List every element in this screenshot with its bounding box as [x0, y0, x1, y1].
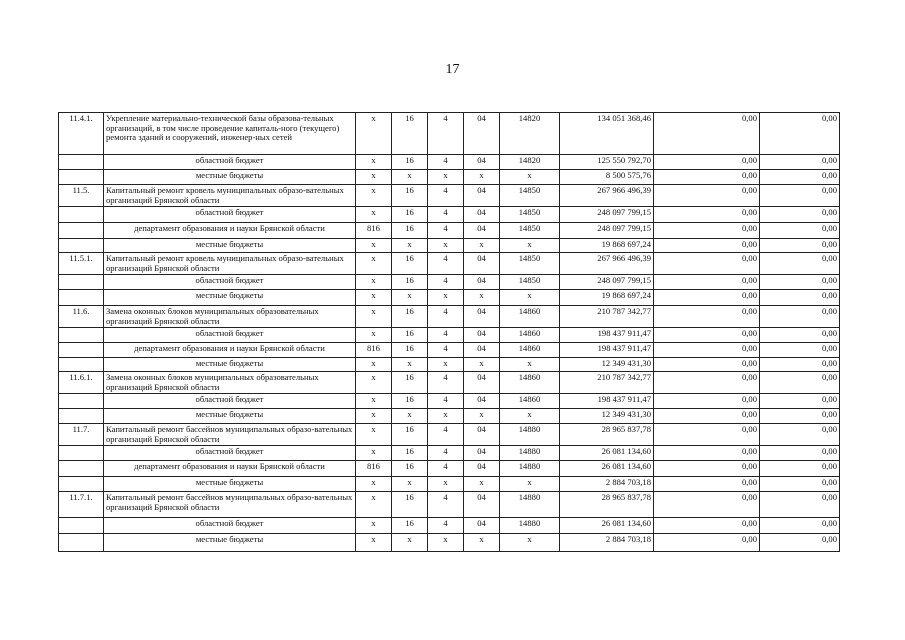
row-number: 11.7.1. — [59, 492, 104, 518]
row-number — [59, 170, 104, 185]
code-program: 16 — [392, 223, 428, 239]
amount-total: 12 349 431,30 — [560, 358, 654, 372]
code-event: 04 — [464, 223, 500, 239]
row-name: Замена оконных блоков муниципальных образовательных организаций Брянской области — [104, 306, 356, 328]
code-direction: 14820 — [500, 155, 560, 170]
code-program: 16 — [392, 207, 428, 223]
amount-year-2: 0,00 — [654, 477, 760, 492]
table-row — [59, 477, 840, 492]
code-program: х — [392, 477, 428, 492]
code-subprogram: х — [428, 409, 464, 424]
code-direction: 14850 — [500, 275, 560, 290]
amount-year-3: 0,00 — [760, 461, 840, 477]
row-number — [59, 409, 104, 424]
amount-year-3: 0,00 — [760, 343, 840, 358]
amount-year-3: 0,00 — [760, 170, 840, 185]
code-event: 04 — [464, 328, 500, 343]
amount-year-3: 0,00 — [760, 113, 840, 155]
code-event: 04 — [464, 343, 500, 358]
row-number — [59, 446, 104, 461]
row-name: областной бюджет — [104, 275, 356, 290]
amount-year-3: 0,00 — [760, 394, 840, 409]
row-name: департамент образования и науки Брянской области — [104, 223, 356, 239]
code-event: 04 — [464, 424, 500, 446]
code-event: 04 — [464, 372, 500, 394]
code-direction: х — [500, 290, 560, 306]
code-event: 04 — [464, 446, 500, 461]
table-row — [59, 170, 840, 185]
code-subprogram: х — [428, 239, 464, 253]
row-number: 11.6. — [59, 306, 104, 328]
amount-year-2: 0,00 — [654, 461, 760, 477]
code-program: 16 — [392, 461, 428, 477]
amount-year-3: 0,00 — [760, 155, 840, 170]
code-subprogram: 4 — [428, 461, 464, 477]
amount-year-2: 0,00 — [654, 306, 760, 328]
table-row — [59, 155, 840, 170]
row-number — [59, 328, 104, 343]
table-row — [59, 492, 840, 518]
code-gov: х — [356, 275, 392, 290]
code-event: 04 — [464, 113, 500, 155]
amount-total: 248 097 799,15 — [560, 207, 654, 223]
amount-year-3: 0,00 — [760, 492, 840, 518]
code-direction: 14860 — [500, 306, 560, 328]
code-event: 04 — [464, 518, 500, 534]
code-program: 16 — [392, 394, 428, 409]
amount-year-3: 0,00 — [760, 239, 840, 253]
code-gov: х — [356, 239, 392, 253]
code-subprogram: х — [428, 358, 464, 372]
row-number — [59, 207, 104, 223]
amount-year-2: 0,00 — [654, 155, 760, 170]
amount-year-2: 0,00 — [654, 253, 760, 275]
code-subprogram: 4 — [428, 155, 464, 170]
amount-total: 2 884 703,18 — [560, 534, 654, 552]
code-gov: х — [356, 372, 392, 394]
row-number: 11.4.1. — [59, 113, 104, 155]
amount-year-2: 0,00 — [654, 492, 760, 518]
amount-year-2: 0,00 — [654, 424, 760, 446]
amount-total: 248 097 799,15 — [560, 223, 654, 239]
code-subprogram: 4 — [428, 446, 464, 461]
code-program: 16 — [392, 372, 428, 394]
amount-year-3: 0,00 — [760, 185, 840, 207]
row-name: местные бюджеты — [104, 170, 356, 185]
code-direction: х — [500, 409, 560, 424]
code-gov: х — [356, 534, 392, 552]
code-event: х — [464, 290, 500, 306]
code-gov: х — [356, 155, 392, 170]
code-subprogram: х — [428, 477, 464, 492]
amount-total: 125 550 792,70 — [560, 155, 654, 170]
code-event: 04 — [464, 275, 500, 290]
code-subprogram: х — [428, 290, 464, 306]
table-row — [59, 253, 840, 275]
amount-year-3: 0,00 — [760, 207, 840, 223]
amount-year-2: 0,00 — [654, 328, 760, 343]
code-direction: 14880 — [500, 518, 560, 534]
amount-year-2: 0,00 — [654, 207, 760, 223]
amount-year-2: 0,00 — [654, 358, 760, 372]
code-event: х — [464, 239, 500, 253]
code-event: 04 — [464, 461, 500, 477]
code-event: 04 — [464, 155, 500, 170]
code-subprogram: 4 — [428, 518, 464, 534]
amount-year-2: 0,00 — [654, 170, 760, 185]
code-event: х — [464, 170, 500, 185]
code-gov: х — [356, 253, 392, 275]
code-direction: х — [500, 170, 560, 185]
row-name: областной бюджет — [104, 155, 356, 170]
amount-year-2: 0,00 — [654, 239, 760, 253]
code-event: 04 — [464, 394, 500, 409]
code-direction: х — [500, 358, 560, 372]
row-name: местные бюджеты — [104, 239, 356, 253]
table-row — [59, 534, 840, 552]
amount-year-2: 0,00 — [654, 275, 760, 290]
row-name: областной бюджет — [104, 207, 356, 223]
code-program: 16 — [392, 155, 428, 170]
code-direction: 14860 — [500, 328, 560, 343]
row-number — [59, 461, 104, 477]
table-row — [59, 358, 840, 372]
code-gov: х — [356, 409, 392, 424]
row-name: департамент образования и науки Брянской области — [104, 343, 356, 358]
amount-year-3: 0,00 — [760, 534, 840, 552]
row-name: Укрепление материально-технической базы образова-тельных организаций, в том числе проведение капиталь-ного (текущего) ремонта зданий и сооружений, инженер-ных сетей — [104, 113, 356, 155]
row-number — [59, 239, 104, 253]
amount-year-3: 0,00 — [760, 372, 840, 394]
table-row — [59, 290, 840, 306]
code-program: 16 — [392, 446, 428, 461]
amount-year-3: 0,00 — [760, 275, 840, 290]
code-program: 16 — [392, 253, 428, 275]
code-direction: 14880 — [500, 446, 560, 461]
code-program: 16 — [392, 185, 428, 207]
code-subprogram: 4 — [428, 492, 464, 518]
row-number — [59, 223, 104, 239]
table-row — [59, 409, 840, 424]
row-name: Капитальный ремонт бассейнов муниципальных образо-вательных организаций Брянской области — [104, 424, 356, 446]
amount-year-2: 0,00 — [654, 113, 760, 155]
table-row — [59, 372, 840, 394]
amount-total: 248 097 799,15 — [560, 275, 654, 290]
code-subprogram: 4 — [428, 372, 464, 394]
amount-year-3: 0,00 — [760, 253, 840, 275]
code-program: х — [392, 239, 428, 253]
code-gov: х — [356, 477, 392, 492]
code-direction: 14850 — [500, 223, 560, 239]
table-row — [59, 113, 840, 155]
code-direction: 14880 — [500, 424, 560, 446]
row-number: 11.5. — [59, 185, 104, 207]
code-gov: х — [356, 446, 392, 461]
table-row — [59, 275, 840, 290]
amount-year-2: 0,00 — [654, 534, 760, 552]
amount-total: 198 437 911,47 — [560, 343, 654, 358]
amount-total: 26 081 134,60 — [560, 518, 654, 534]
code-direction: 14860 — [500, 343, 560, 358]
amount-total: 210 787 342,77 — [560, 306, 654, 328]
table-row — [59, 446, 840, 461]
code-subprogram: 4 — [428, 424, 464, 446]
row-name: местные бюджеты — [104, 477, 356, 492]
amount-total: 2 884 703,18 — [560, 477, 654, 492]
amount-total: 26 081 134,60 — [560, 446, 654, 461]
code-program: 16 — [392, 113, 428, 155]
row-number — [59, 534, 104, 552]
table-row — [59, 461, 840, 477]
code-subprogram: 4 — [428, 253, 464, 275]
code-event: 04 — [464, 492, 500, 518]
table-row — [59, 343, 840, 358]
amount-year-2: 0,00 — [654, 409, 760, 424]
code-gov: х — [356, 185, 392, 207]
table-row — [59, 207, 840, 223]
amount-year-2: 0,00 — [654, 343, 760, 358]
row-name: областной бюджет — [104, 518, 356, 534]
row-name: областной бюджет — [104, 328, 356, 343]
amount-total: 28 965 837,78 — [560, 492, 654, 518]
code-subprogram: 4 — [428, 185, 464, 207]
code-event: 04 — [464, 185, 500, 207]
code-event: х — [464, 358, 500, 372]
code-program: х — [392, 290, 428, 306]
row-name: Капитальный ремонт бассейнов муниципальных образо-вательных организаций Брянской области — [104, 492, 356, 518]
amount-year-3: 0,00 — [760, 358, 840, 372]
code-subprogram: х — [428, 534, 464, 552]
row-name: Капитальный ремонт кровель муниципальных образо-вательных организаций Брянской области — [104, 253, 356, 275]
amount-year-3: 0,00 — [760, 446, 840, 461]
table-row — [59, 306, 840, 328]
code-direction: х — [500, 477, 560, 492]
table-row — [59, 328, 840, 343]
row-name: департамент образования и науки Брянской области — [104, 461, 356, 477]
row-number: 11.5.1. — [59, 253, 104, 275]
code-subprogram: 4 — [428, 223, 464, 239]
code-direction: 14880 — [500, 461, 560, 477]
code-program: х — [392, 170, 428, 185]
amount-year-2: 0,00 — [654, 223, 760, 239]
code-direction: 14850 — [500, 207, 560, 223]
code-gov: х — [356, 492, 392, 518]
code-subprogram: 4 — [428, 394, 464, 409]
amount-year-2: 0,00 — [654, 290, 760, 306]
code-event: 04 — [464, 207, 500, 223]
code-program: 16 — [392, 328, 428, 343]
row-name: областной бюджет — [104, 394, 356, 409]
row-name: областной бюджет — [104, 446, 356, 461]
amount-year-3: 0,00 — [760, 223, 840, 239]
budget-table — [58, 112, 840, 552]
row-name: местные бюджеты — [104, 290, 356, 306]
amount-total: 19 868 697,24 — [560, 290, 654, 306]
row-number — [59, 343, 104, 358]
row-number — [59, 394, 104, 409]
code-subprogram: 4 — [428, 207, 464, 223]
amount-year-3: 0,00 — [760, 306, 840, 328]
table-row — [59, 424, 840, 446]
code-gov: х — [356, 306, 392, 328]
code-event: 04 — [464, 306, 500, 328]
code-direction: 14880 — [500, 492, 560, 518]
table-row — [59, 223, 840, 239]
code-gov: х — [356, 328, 392, 343]
code-program: х — [392, 409, 428, 424]
amount-total: 19 868 697,24 — [560, 239, 654, 253]
amount-year-3: 0,00 — [760, 409, 840, 424]
code-direction: 14860 — [500, 372, 560, 394]
amount-total: 198 437 911,47 — [560, 394, 654, 409]
row-number — [59, 275, 104, 290]
amount-year-3: 0,00 — [760, 477, 840, 492]
code-gov: 816 — [356, 223, 392, 239]
amount-year-2: 0,00 — [654, 518, 760, 534]
code-gov: 816 — [356, 343, 392, 358]
code-subprogram: 4 — [428, 113, 464, 155]
code-gov: х — [356, 113, 392, 155]
amount-total: 8 500 575,76 — [560, 170, 654, 185]
code-program: 16 — [392, 424, 428, 446]
code-direction: 14850 — [500, 185, 560, 207]
code-subprogram: 4 — [428, 343, 464, 358]
amount-total: 26 081 134,60 — [560, 461, 654, 477]
code-program: х — [392, 534, 428, 552]
code-event: х — [464, 477, 500, 492]
code-program: 16 — [392, 343, 428, 358]
code-gov: х — [356, 207, 392, 223]
row-name: Капитальный ремонт кровель муниципальных образо-вательных организаций Брянской области — [104, 185, 356, 207]
code-gov: 816 — [356, 461, 392, 477]
code-program: 16 — [392, 275, 428, 290]
row-name: местные бюджеты — [104, 358, 356, 372]
table-row — [59, 394, 840, 409]
code-event: 04 — [464, 253, 500, 275]
amount-year-3: 0,00 — [760, 290, 840, 306]
row-number: 11.7. — [59, 424, 104, 446]
amount-year-3: 0,00 — [760, 518, 840, 534]
row-name: Замена оконных блоков муниципальных образовательных организаций Брянской области — [104, 372, 356, 394]
code-subprogram: 4 — [428, 275, 464, 290]
table-body — [59, 113, 840, 552]
row-name: местные бюджеты — [104, 534, 356, 552]
row-number — [59, 358, 104, 372]
code-direction: х — [500, 239, 560, 253]
amount-total: 267 966 496,39 — [560, 185, 654, 207]
row-number — [59, 518, 104, 534]
code-direction: 14860 — [500, 394, 560, 409]
amount-total: 267 966 496,39 — [560, 253, 654, 275]
code-program: 16 — [392, 492, 428, 518]
amount-year-2: 0,00 — [654, 394, 760, 409]
amount-total: 210 787 342,77 — [560, 372, 654, 394]
amount-total: 12 349 431,30 — [560, 409, 654, 424]
amount-year-2: 0,00 — [654, 185, 760, 207]
code-direction: 14820 — [500, 113, 560, 155]
code-program: 16 — [392, 306, 428, 328]
code-gov: х — [356, 358, 392, 372]
table-row — [59, 239, 840, 253]
row-number — [59, 290, 104, 306]
code-program: х — [392, 358, 428, 372]
code-subprogram: 4 — [428, 328, 464, 343]
code-direction: х — [500, 534, 560, 552]
code-gov: х — [356, 424, 392, 446]
page-number: 17 — [445, 62, 460, 77]
amount-year-2: 0,00 — [654, 446, 760, 461]
amount-total: 134 051 368,46 — [560, 113, 654, 155]
amount-total: 198 437 911,47 — [560, 328, 654, 343]
amount-year-3: 0,00 — [760, 328, 840, 343]
table-row — [59, 185, 840, 207]
row-number — [59, 477, 104, 492]
code-subprogram: 4 — [428, 306, 464, 328]
code-gov: х — [356, 170, 392, 185]
row-name: местные бюджеты — [104, 409, 356, 424]
table-row — [59, 518, 840, 534]
row-number — [59, 155, 104, 170]
code-gov: х — [356, 394, 392, 409]
row-number: 11.6.1. — [59, 372, 104, 394]
code-event: х — [464, 534, 500, 552]
amount-total: 28 965 837,78 — [560, 424, 654, 446]
amount-year-2: 0,00 — [654, 372, 760, 394]
code-gov: х — [356, 290, 392, 306]
code-direction: 14850 — [500, 253, 560, 275]
code-subprogram: х — [428, 170, 464, 185]
code-event: х — [464, 409, 500, 424]
code-gov: х — [356, 518, 392, 534]
amount-year-3: 0,00 — [760, 424, 840, 446]
code-program: 16 — [392, 518, 428, 534]
